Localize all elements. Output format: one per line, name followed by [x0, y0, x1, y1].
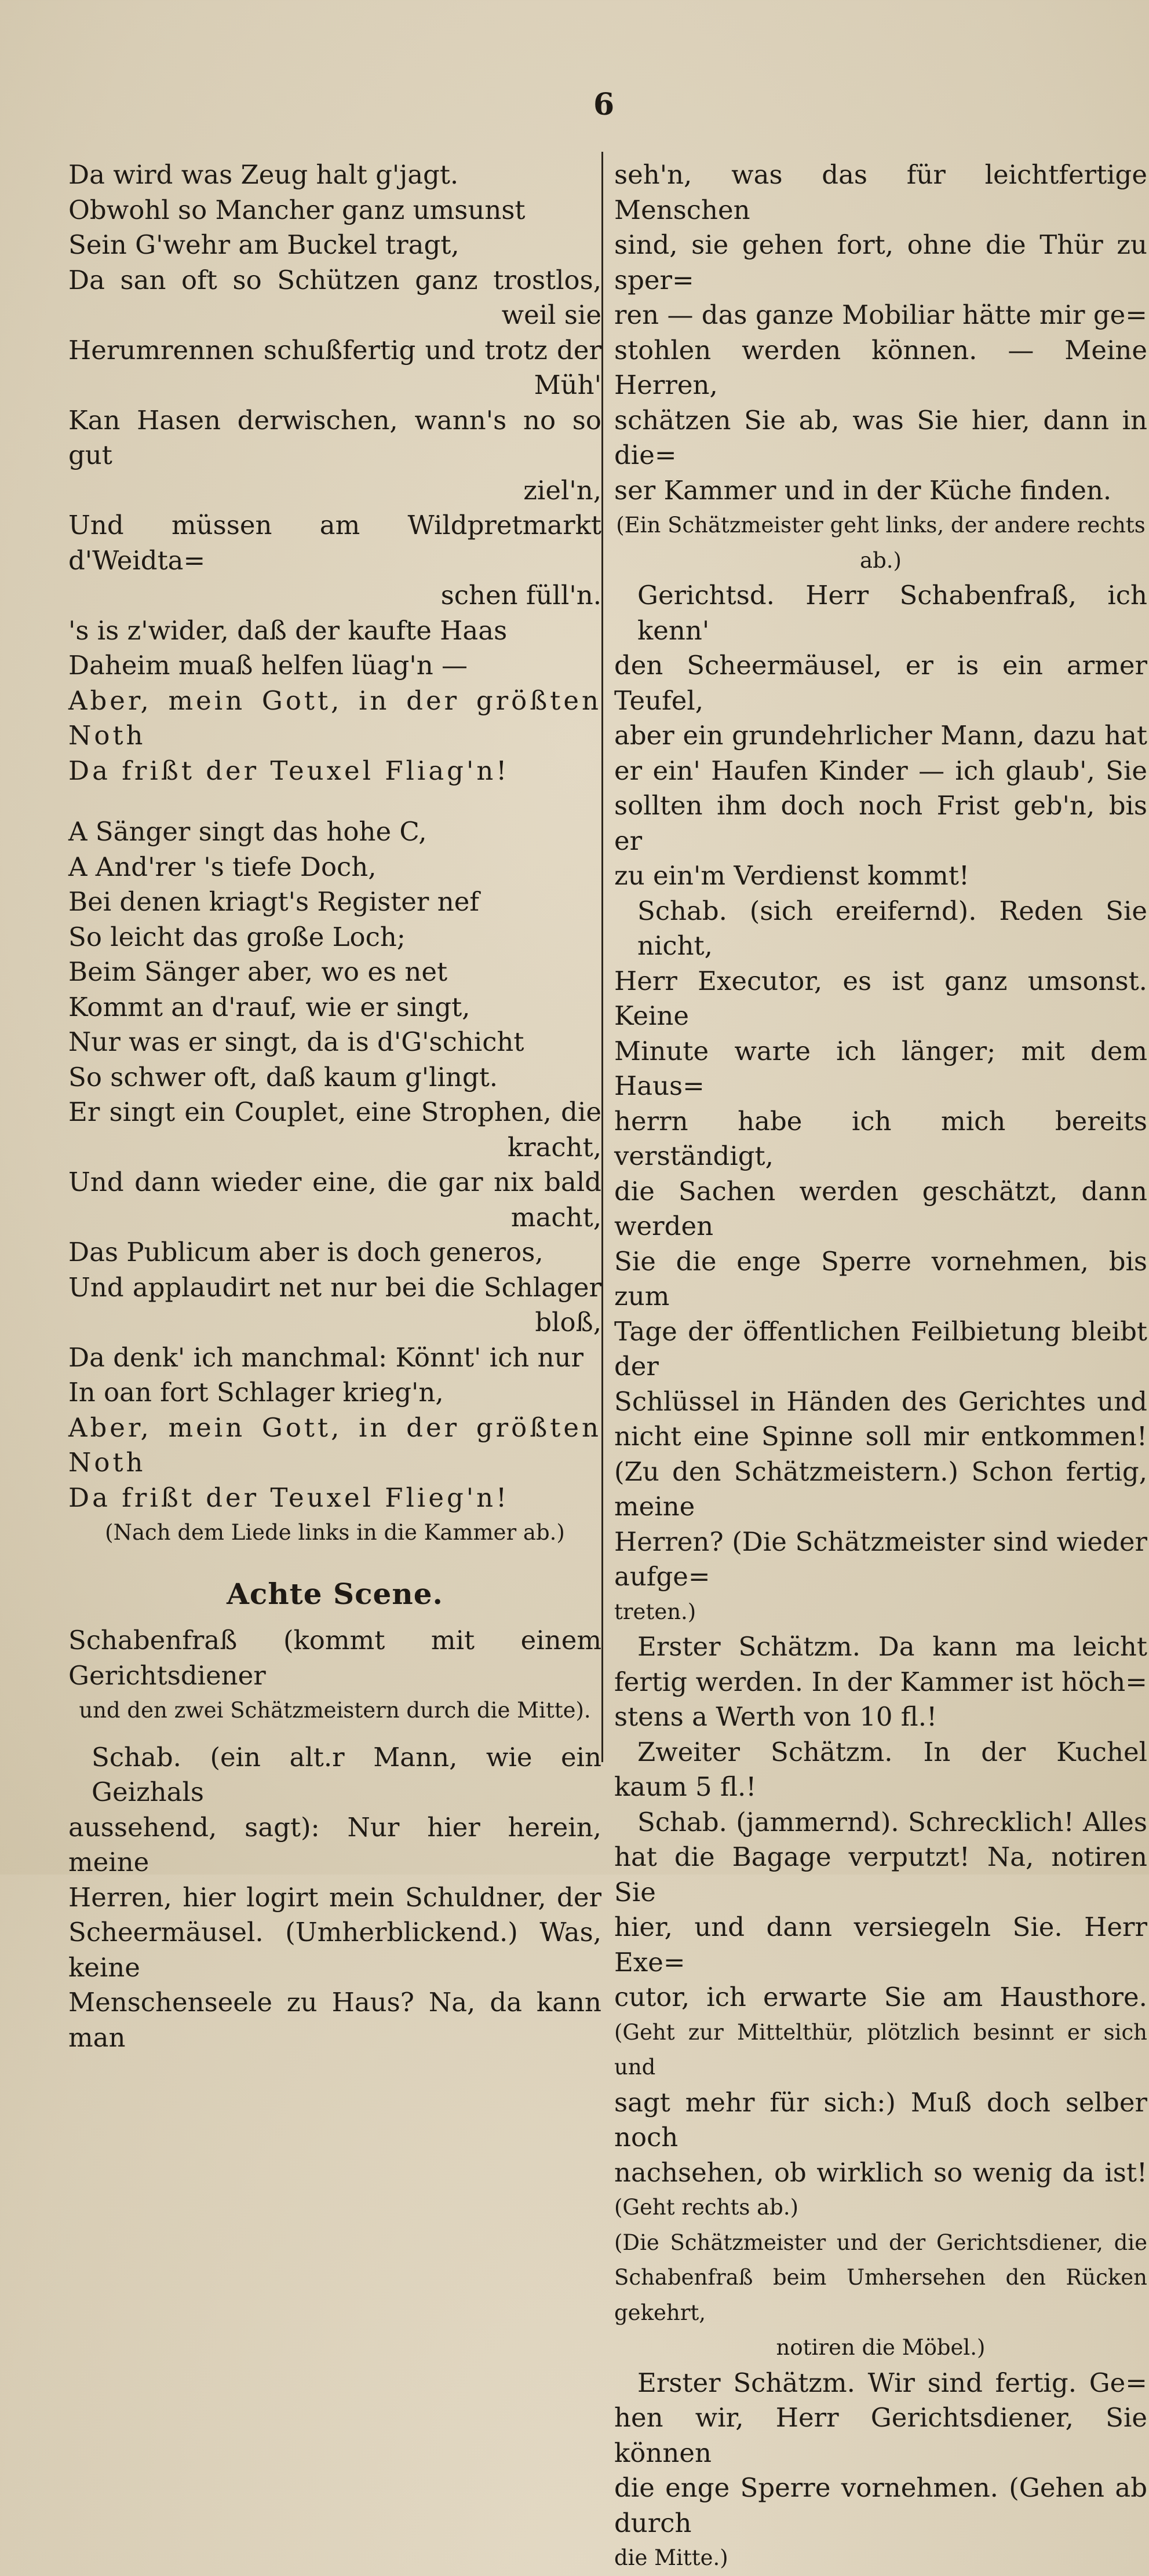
text-line: Schab. (sich ereifernd). Reden Sie nicht, [637, 895, 1147, 961]
text-line: herrn habe ich mich bereits verständigt, [614, 1105, 1147, 1171]
text-line: stohlen werden können. — Meine Herren, [614, 334, 1147, 400]
text-line: Herr Executor, es ist ganz umsonst. Keine [614, 965, 1147, 1031]
text-line: Bei denen kriagt's Register nef [68, 886, 479, 917]
text-line: Tage der öffentlichen Feilbietung bleibt der [614, 1316, 1147, 1382]
spacer [68, 1729, 601, 1740]
text-line: Und dann wieder eine, die gar nix bald [68, 1167, 601, 1197]
text-line: macht, [510, 1201, 601, 1233]
text-line: Da frißt der Teuxel Flieg'n! [68, 1482, 510, 1513]
text-line: hier, und dann versiegeln Sie. Herr Exe= [614, 1912, 1147, 1978]
text-line: Daheim muaß helfen lüag'n — [68, 650, 468, 681]
text-line: (Zu den Schätzmeistern.) Schon fertig, meine [614, 1456, 1147, 1522]
text-line: Da san oft so Schützen ganz trostlos, [68, 264, 601, 295]
text-line: Kan Hasen derwischen, wann's no so gut [68, 404, 601, 470]
text-line: hen wir, Herr Gerichtsdiener, Sie können [614, 2402, 1147, 2468]
text-line: Herren, hier logirt mein Schuldner, der [68, 1881, 601, 1913]
text-line: den Scheermäusel, er is ein armer Teufel, [614, 650, 1147, 716]
text-line: weil sie [501, 299, 601, 330]
text-line: Schab. (ein alt.r Mann, wie ein Geizhals [92, 1741, 601, 1807]
page-number: 6 [593, 87, 615, 122]
text-line: zu ein'm Verdienst kommt! [614, 860, 970, 891]
text-line: Sie die enge Sperre vornehmen, bis zum [614, 1245, 1147, 1311]
text-line: ser Kammer und in der Küche finden. [614, 474, 1112, 506]
text-line: (Geht zur Mittelthür, plötzlich besinnt er sich und [614, 2019, 1147, 2080]
text-line: Menschenseele zu Haus? Na, da kann man [68, 1987, 601, 2053]
text-line: 's is z'wider, daß der kaufte Haas [68, 615, 508, 646]
text-line: Kommt an d'rauf, wie er singt, [68, 991, 470, 1022]
text-line: sollten ihm doch noch Frist geb'n, bis er [614, 790, 1147, 856]
text-line: kaum 5 fl.! [614, 1771, 757, 1802]
right-column [614, 158, 1147, 2576]
text-line: (Ein Schätzmeister geht links, der andere rechts ab.) [616, 513, 1146, 573]
text-line: (Nach dem Liede links in die Kammer ab.) [105, 1520, 565, 1545]
text-line: sagt mehr für sich:) Muß doch selber noch [614, 2087, 1147, 2153]
text-line: nachsehen, ob wirklich so wenig da ist! [614, 2157, 1147, 2188]
text-line: kracht, [507, 1131, 601, 1163]
text-line: Nur was er singt, da is d'G'schicht [68, 1026, 524, 1057]
text-line: So schwer oft, daß kaum g'lingt. [68, 1061, 498, 1092]
text-line: schätzen Sie ab, was Sie hier, dann in die= [614, 404, 1147, 470]
text-line: die Sachen werden geschätzt, dann werden [614, 1175, 1147, 1241]
column-divider [601, 152, 603, 1762]
text-line: Da frißt der Teuxel Fliag'n! [68, 755, 510, 786]
text-line: Und müssen am Wildpretmarkt d'Weidta= [68, 510, 601, 576]
text-line: fertig werden. In der Kammer ist höch= [614, 1666, 1147, 1697]
text-line: Gerichtsd. Herr Schabenfraß, ich kenn' [637, 580, 1147, 646]
text-line: So leicht das große Loch; [68, 921, 406, 952]
text-line: (Die Schätzmeister und der Gerichtsdiener, die [614, 2230, 1147, 2255]
text-line: stens a Werth von 10 fl.! [614, 1701, 938, 1732]
text-line: sind, sie gehen fort, ohne die Thür zu sper= [614, 229, 1147, 295]
text-line: Aber, mein Gott, in der größten Noth [68, 1412, 601, 1478]
text-line: Achte Scene. [227, 1576, 443, 1611]
text-line: Schabenfraß beim Umhersehen den Rücken gekehrt, [614, 2265, 1147, 2325]
text-line: aber ein grundehrlicher Mann, dazu hat [614, 720, 1147, 751]
text-line: aussehend, sagt): Nur hier herein, meine [68, 1811, 601, 1877]
text-line: ziel'n, [523, 474, 601, 506]
text-line: Das Publicum aber is doch generos, [68, 1237, 544, 1267]
text-line: die Mitte.) [614, 2545, 728, 2570]
text-line: Schabenfraß (kommt mit einem Gerichtsdiener [68, 1625, 601, 1691]
text-line: die enge Sperre vornehmen. (Gehen ab durch [614, 2472, 1147, 2538]
text-line: (Geht rechts ab.) [614, 2195, 799, 2220]
text-line: Herumrennen schußfertig und trotz der [68, 334, 601, 366]
text-line: Sein G'wehr am Buckel tragt, [68, 229, 459, 260]
text-line: cutor, ich erwarte Sie am Hausthore. [614, 1982, 1147, 2012]
text-line: A And'rer 's tiefe Doch, [68, 851, 377, 882]
text-line: In oan fort Schlager krieg'n, [68, 1377, 444, 1408]
text-line: Schlüssel in Händen des Gerichtes und [614, 1386, 1147, 1417]
text-line: Aber, mein Gott, in der größten Noth [68, 685, 601, 751]
text-line: Da wird was Zeug halt g'jagt. [68, 159, 459, 190]
text-line: Er singt ein Couplet, eine Strophen, die [68, 1097, 601, 1127]
text-line: Müh' [534, 370, 601, 400]
text-line: Und applaudirt net nur bei die Schlager [68, 1271, 601, 1303]
text-line: Minute warte ich länger; mit dem Haus= [614, 1035, 1147, 1101]
spacer [68, 1551, 601, 1577]
spacer [68, 788, 601, 814]
left-column [68, 158, 601, 2055]
text-line: hat die Bagage verputzt! Na, notiren Sie [614, 1841, 1147, 1908]
text-line: Da denk' ich manchmal: Könnt' ich nur [68, 1342, 584, 1373]
spacer [68, 1612, 601, 1623]
text-line: Beim Sänger aber, wo es net [68, 956, 448, 987]
text-line: Erster Schätzm. Wir sind fertig. Ge= [637, 2367, 1147, 2398]
text-line: nicht eine Spinne soll mir entkommen! [614, 1421, 1147, 1452]
text-line: er ein' Haufen Kinder — ich glaub', Sie [614, 755, 1147, 786]
text-line: notiren die Möbel.) [776, 2335, 986, 2360]
text-line: Scheermäusel. (Umherblickend.) Was, keine [68, 1917, 601, 1983]
text-line: schen füll'n. [440, 580, 601, 611]
text-line: Zweiter Schätzm. In der Kuchel [637, 1736, 1147, 1767]
text-line: und den zwei Schätzmeistern durch die Mitte). [79, 1698, 591, 1723]
text-line: seh'n, was das für leichtfertige Menschen [614, 159, 1147, 225]
text-line: treten.) [614, 1599, 696, 1624]
text-line: Herren? (Die Schätzmeister sind wieder aufge= [614, 1526, 1147, 1592]
text-line: Erster Schätzm. Da kann ma leicht [637, 1631, 1147, 1662]
text-line: ren — das ganze Mobiliar hätte mir ge= [614, 299, 1147, 330]
text-line: bloß, [535, 1307, 601, 1338]
text-line: Schab. (jammernd). Schrecklich! Alles [637, 1806, 1147, 1837]
text-line: A Sänger singt das hohe C, [68, 816, 427, 847]
text-line: Obwohl so Mancher ganz umsunst [68, 194, 526, 225]
